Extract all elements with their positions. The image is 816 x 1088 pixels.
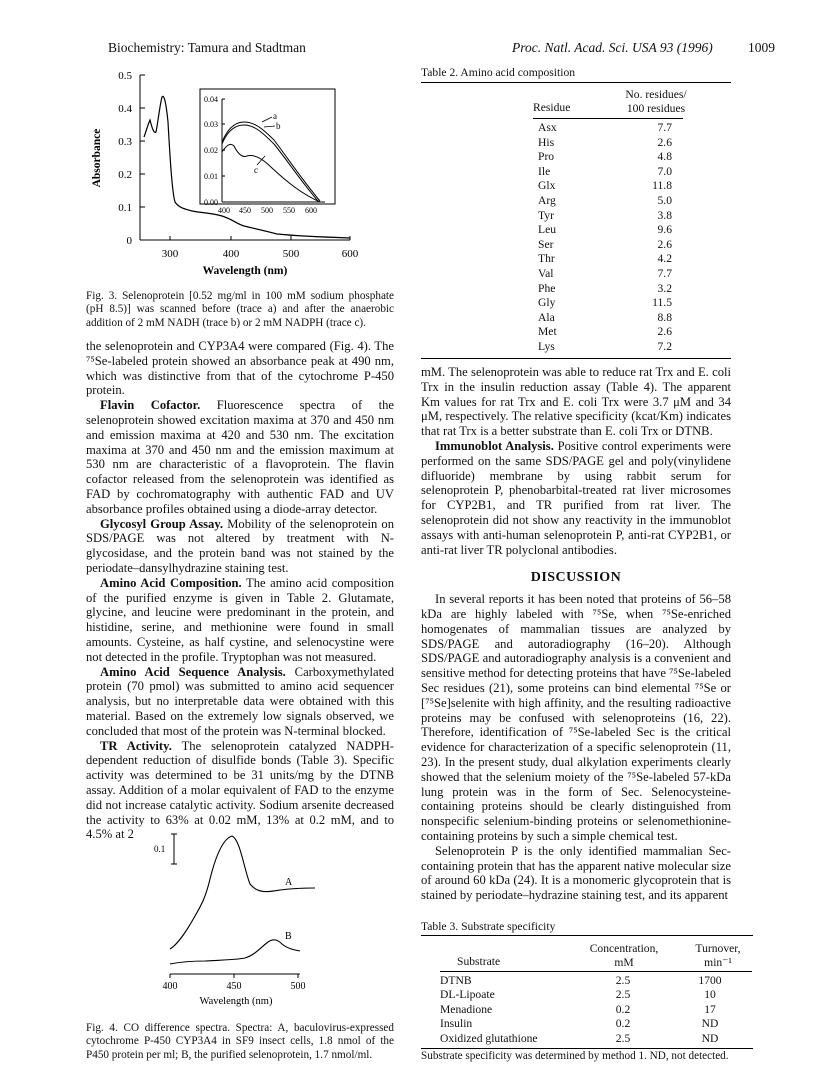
column-header: 100 residues (626, 101, 686, 115)
trace-A (170, 836, 315, 949)
paragraph-text: Positive control experiments were performed on the same SDS/PAGE gel and poly(vinylidene difluoride) membrane by using rabbit serum for selenoprotein P, phenobarbital-treated rat liver microsomes for CYP2B1, and TR purified from rat liver. The selenoprotein did not show any reactivity in the immunoblot assays with anti-human selenoprotein P, anti-rat CYP2B1, or anti-rat liver TR polyclonal antibodies. (421, 438, 731, 557)
inset-y-tick: 0.03 (204, 120, 218, 129)
table-cell: Tyr (538, 208, 554, 222)
table-cell: 3.8 (657, 208, 672, 222)
paragraph-text: The amino acid composition of the purified enzyme is given in Table 2. Glutamate, glycine, and leucine were predominant in the protein, and histidine, serine, and methionine were found in small amounts. Cysteine, as half cystine, and selenocystine were not detected in the profile. Tryptophan was not measured. (86, 575, 395, 664)
table-cell: Leu (538, 223, 557, 237)
figure-4-caption: Fig. 4. CO difference spectra. Spectra: A, baculovirus-expressed cytochrome P-450 CYP3A4 in SF9 insect cells, 1.8 nmol of the P450 protein per ml; B, the purified selenoprotein, 1.7 nmol/ml. (86, 1022, 394, 1061)
table-cell: 7.7 (657, 266, 672, 280)
table-cell: 10 (704, 988, 716, 1002)
inset-y-tick: 0.04 (204, 95, 218, 104)
paragraph-text: Fluorescence spectra of the selenoprotein showed excitation maxima at 370 and 450 nm and emission maxima at 420 and 530 nm. The excitation maxima at 370 and 450 nm and the emission maximum at 530 nm are characteristic of a flavoprotein. The flavin cofactor released from the selenoprotein was identified as FAD by cochromatography with authentic FAD and UV absorbance profiles obtained using a diode-array detector. (86, 398, 394, 516)
table-2 (538, 121, 672, 355)
trace-B (170, 940, 300, 964)
table-row (440, 1032, 752, 1046)
x-tick: 600 (341, 248, 359, 260)
table-cell: Arg (538, 193, 556, 207)
x-tick: 300 (161, 248, 179, 260)
column-header: Residue (533, 101, 571, 114)
page-number: 1009 (748, 40, 775, 55)
table-rule (440, 971, 752, 972)
table-cell: Phe (538, 281, 556, 295)
scale-label: 0.1 (154, 844, 166, 854)
x-tick: 500 (282, 248, 300, 260)
inset-x-tick: 550 (283, 206, 295, 215)
table-cell: 7.2 (657, 339, 672, 353)
table-cell: 17 (704, 1002, 716, 1016)
section-heading: Amino Acid Composition. (100, 575, 242, 590)
figure-3-caption: Fig. 3. Selenoprotein [0.52 mg/ml in 100 mM sodium phosphate (pH 8.5)] was scanned before (trace a) and after the anaerobic addition of 2 mM NADH (trace b) or 2 mM NADPH (trace c). (86, 290, 394, 329)
right-column (421, 365, 731, 903)
table-cell: 11.5 (652, 296, 672, 310)
table-cell: His (538, 135, 555, 149)
column-header: Substrate (457, 955, 501, 968)
x-axis-label: Wavelength (nm) (202, 265, 288, 277)
table-cell: 4.2 (657, 252, 672, 266)
table-cell: 3.2 (657, 281, 672, 295)
column-header: Concentration, mM (589, 942, 659, 969)
table-cell: Ile (538, 164, 551, 178)
y-tick: 0.2 (118, 169, 132, 181)
inset-y-tick: 0.02 (204, 146, 218, 155)
figure-4-co-difference-spectra (140, 824, 330, 1014)
table-cell: 0.2 (615, 1017, 631, 1031)
table-cell: Ser (538, 237, 554, 251)
table-rule (421, 935, 753, 936)
table-cell: 2.5 (615, 974, 631, 987)
table-cell: Val (538, 266, 554, 280)
table-row (538, 267, 672, 282)
paragraph (86, 517, 394, 576)
table-cell: ND (701, 1031, 719, 1045)
figure-3-absorbance-spectrum (82, 62, 382, 290)
section-heading: Immunoblot Analysis. (435, 438, 554, 453)
table-3-footnote: Substrate specificity was determined by method 1. ND, not detected. (421, 1050, 729, 1062)
journal-citation: Proc. Natl. Acad. Sci. USA 93 (1996) (512, 40, 713, 55)
table-cell: 7.7 (657, 121, 672, 134)
table-cell: 2.6 (657, 325, 672, 339)
table-cell: 2.6 (657, 237, 672, 251)
column-header: No. residues/ (625, 88, 687, 101)
table-row (538, 282, 672, 297)
table-rule (421, 82, 731, 83)
column-header: Turnover, min⁻¹ (695, 942, 741, 969)
table-cell: Lys (538, 339, 555, 353)
table-row (538, 165, 672, 180)
paragraph: mM. The selenoprotein was able to reduce rat Trx and E. coli Trx in the insulin reduction assay (Table 4). The apparent Km values for rat Trx and E. coli Trx were 3.7 μM and 34 μM, respectively. The relative specificity (kcat/Km) indicates that rat Trx is a better substrate than E. coli Trx or DTNB. (421, 365, 731, 439)
table-cell: ND (701, 1017, 719, 1031)
table-cell: 5.0 (657, 193, 672, 207)
table-rule (421, 358, 731, 359)
table-row (538, 150, 672, 165)
table-cell: Asx (538, 121, 557, 134)
table-cell: Thr (538, 252, 555, 266)
table-cell: Gly (538, 296, 556, 310)
table-row (440, 974, 752, 988)
table-cell: 2.6 (657, 135, 672, 149)
table-cell: Oxidized glutathione (440, 1031, 538, 1045)
table-rule (421, 1048, 753, 1049)
table-cell: Met (538, 325, 557, 339)
table-row (538, 121, 672, 136)
x-tick: 500 (290, 981, 306, 992)
paragraph-text: Mobility of the selenoprotein on SDS/PAGE was not altered by treatment with N-glycosidase, and the protein band was not stained by the periodate–dansylhydrazine staining test. (86, 516, 394, 575)
left-column (86, 339, 394, 842)
table-cell: Insulin (440, 1017, 473, 1031)
inset-x-tick: 450 (239, 206, 251, 215)
paragraph: In several reports it has been noted that proteins of 56–58 kDa are highly labeled with ⁷⁵Se, when ⁷⁵Se-enriched homogenates of mammalian tissues are analyzed by SDS/PAGE and autoradiography (16–20). Although SDS/PAGE and autoradiography analysis is a convenient and sensitive method for detecting proteins that have ⁷⁵Se-labeled Sec residues (21), some proteins can bind elemental ⁷⁵Se or [⁷⁵Se]selenite with high affinity, and the resulting radioactive proteins may be confused with selenoproteins (16, 22). Therefore, identification of ⁷⁵Se-labeled Sec is the critical evidence for characterization of a specific selenoprotein (11, 23). In the present study, dual alkylation experiments clearly showed that the selenium moiety of the ⁷⁵Se-labeled 57-kDa lung protein was in the form of Sec. Selenocysteine-containing proteins should be clearly distinguished from nonspecific selenium-binding proteins or selenomethionine-containing proteins by such a simple chemical test. (421, 592, 731, 843)
table-cell: 4.8 (657, 150, 672, 164)
table-cell: 9.6 (657, 223, 672, 237)
section-heading: Glycosyl Group Assay. (100, 516, 224, 531)
x-tick: 450 (226, 981, 242, 992)
table-3-title: Table 3. Substrate specificity (421, 920, 556, 933)
paragraph (86, 576, 394, 665)
inset-y-tick: 0.00 (204, 198, 218, 207)
table-row (538, 238, 672, 253)
trace-label-B: B (285, 931, 292, 942)
inset-x-tick: 500 (261, 206, 273, 215)
y-axis-label: Absorbance (91, 128, 103, 188)
table-cell: DL-Lipoate (440, 988, 495, 1002)
y-tick: 0.5 (118, 70, 132, 82)
table-row (440, 1017, 752, 1031)
paragraph: the selenoprotein and CYP3A4 were compared (Fig. 4). The ⁷⁵Se-labeled protein showed an absorbance peak at 490 nm, which was distinctive from that of the cytochrome P-450 protein. (86, 339, 394, 398)
paragraph-text: Carboxymethylated protein (70 pmol) was submitted to amino acid sequencer analysis, but no interpretable data were obtained with this material. Based on the extremely low signals observed, we concluded that most of the protein was N-terminal blocked. (86, 664, 394, 738)
trace-label-A: A (285, 877, 293, 888)
table-cell: 2.5 (615, 988, 631, 1002)
table-row (538, 179, 672, 194)
table-row (538, 296, 672, 311)
table-3-header (421, 940, 753, 970)
trace-label-a: a (273, 111, 277, 121)
y-tick: 0.1 (118, 202, 132, 214)
trace-label-c: c (254, 165, 258, 175)
table-row (538, 340, 672, 355)
table-row (440, 988, 752, 1002)
trace-label-b: b (276, 121, 281, 131)
table-cell: Glx (538, 179, 556, 193)
x-tick: 400 (222, 248, 240, 260)
table-row (538, 252, 672, 267)
inset-y-tick: 0.01 (204, 172, 218, 181)
x-tick: 400 (162, 981, 178, 992)
table-2-title: Table 2. Amino acid composition (421, 66, 576, 79)
table-3 (440, 974, 752, 1046)
table-cell: Pro (538, 150, 555, 164)
paragraph-text: The selenoprotein catalyzed NADPH-dependent reduction of disulfide bonds (Table 3). Specific activity was determined to be 31 units/mg by the DTNB assay. Addition of a molar equivalent of FAD to the enzyme did not increase catalytic activity. Sodium arsenite decreased the activity to 63% at 0.02 mM, 13% at 0.2 mM, and to 4.5% at 2 (86, 738, 394, 842)
paragraph (86, 665, 394, 739)
discussion-heading: DISCUSSION (530, 570, 622, 586)
paragraph (86, 398, 394, 516)
table-cell: DTNB (440, 974, 472, 987)
table-cell: 7.0 (657, 164, 672, 178)
y-tick: 0 (126, 235, 132, 247)
paragraph: Selenoprotein P is the only identified mammalian Sec-containing protein that has the apparent native molecular size of around 60 kDa (24). It is a monomeric glycoprotein that is stained by periodate–hydrazine staining test, and its apparent (421, 843, 731, 903)
y-tick: 0.3 (118, 136, 132, 148)
inset-x-tick: 600 (305, 206, 317, 215)
table-cell: 8.8 (657, 310, 672, 324)
table-row (538, 194, 672, 209)
section-heading: TR Activity. (100, 738, 172, 753)
table-rule (533, 118, 683, 119)
table-cell: 11.8 (652, 179, 672, 193)
inset-box (200, 89, 335, 204)
table-row (440, 1003, 752, 1017)
paragraph (421, 439, 731, 557)
table-cell: Ala (538, 310, 555, 324)
table-cell: 2.5 (615, 1031, 631, 1045)
inset-x-tick: 400 (218, 206, 230, 215)
table-row (538, 223, 672, 238)
y-tick: 0.4 (118, 103, 132, 115)
table-cell: Menadione (440, 1002, 493, 1016)
table-row (538, 311, 672, 326)
table-row (538, 325, 672, 340)
section-heading: Amino Acid Sequence Analysis. (100, 664, 286, 679)
section-heading: Flavin Cofactor. (100, 398, 201, 413)
table-row (538, 136, 672, 151)
running-head: Biochemistry: Tamura and Stadtman (108, 40, 306, 55)
table-cell: 0.2 (615, 1002, 631, 1016)
table-row (538, 209, 672, 224)
x-axis-label: Wavelength (nm) (199, 996, 273, 1007)
table-cell: 1700 (698, 974, 722, 987)
